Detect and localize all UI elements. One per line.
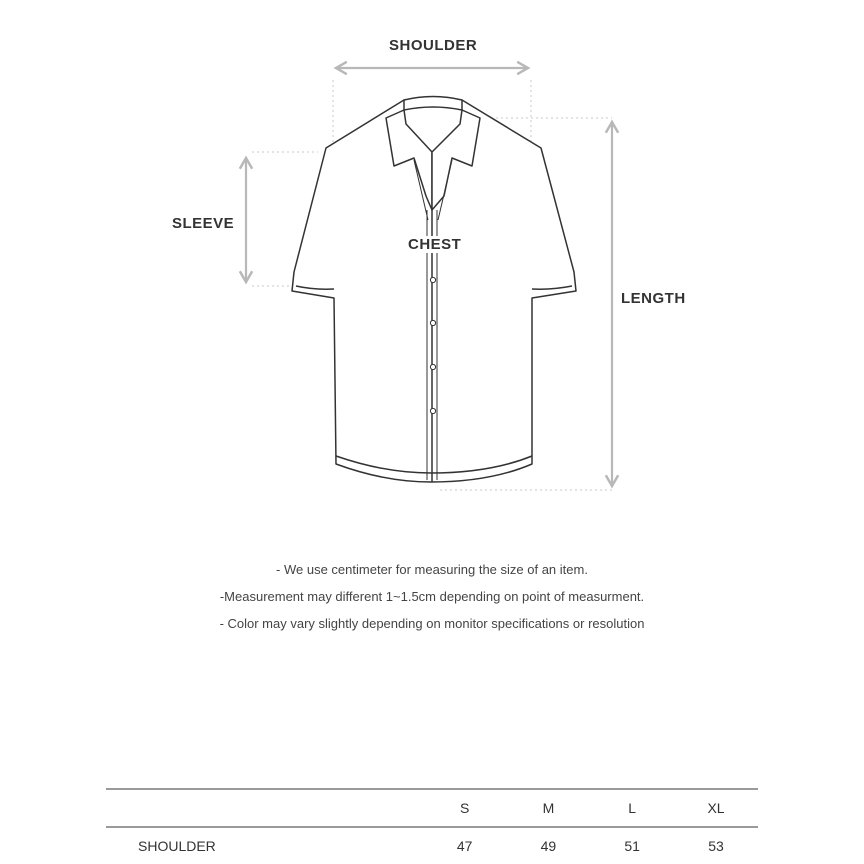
row-label: SHOULDER bbox=[138, 838, 216, 854]
cell-value: 47 bbox=[456, 838, 473, 854]
note-line: -Measurement may different 1~1.5cm depending on point of measurment. bbox=[219, 589, 645, 604]
sleeve-label: SLEEVE bbox=[172, 215, 235, 232]
size-table bbox=[106, 788, 758, 864]
shoulder-label: SHOULDER bbox=[389, 37, 478, 54]
note-line: - We use centimeter for measuring the size of an item. bbox=[276, 562, 588, 577]
shirt-outline bbox=[292, 97, 576, 483]
size-header-l: L bbox=[628, 800, 637, 816]
size-header-row bbox=[106, 789, 758, 827]
measurement-notes bbox=[0, 556, 864, 637]
size-header-xl: XL bbox=[707, 800, 725, 816]
cell-value: 51 bbox=[624, 838, 640, 854]
header-label-cell bbox=[106, 789, 423, 827]
note-line: - Color may vary slightly depending on monitor specifications or resolution bbox=[219, 616, 645, 631]
cell-value: 53 bbox=[708, 838, 724, 854]
size-header-s: S bbox=[459, 800, 470, 816]
size-header-m: M bbox=[542, 800, 555, 816]
table-row bbox=[106, 827, 758, 864]
length-label: LENGTH bbox=[621, 290, 686, 307]
chest-label: CHEST bbox=[408, 236, 462, 253]
cell-value: 49 bbox=[540, 838, 557, 854]
